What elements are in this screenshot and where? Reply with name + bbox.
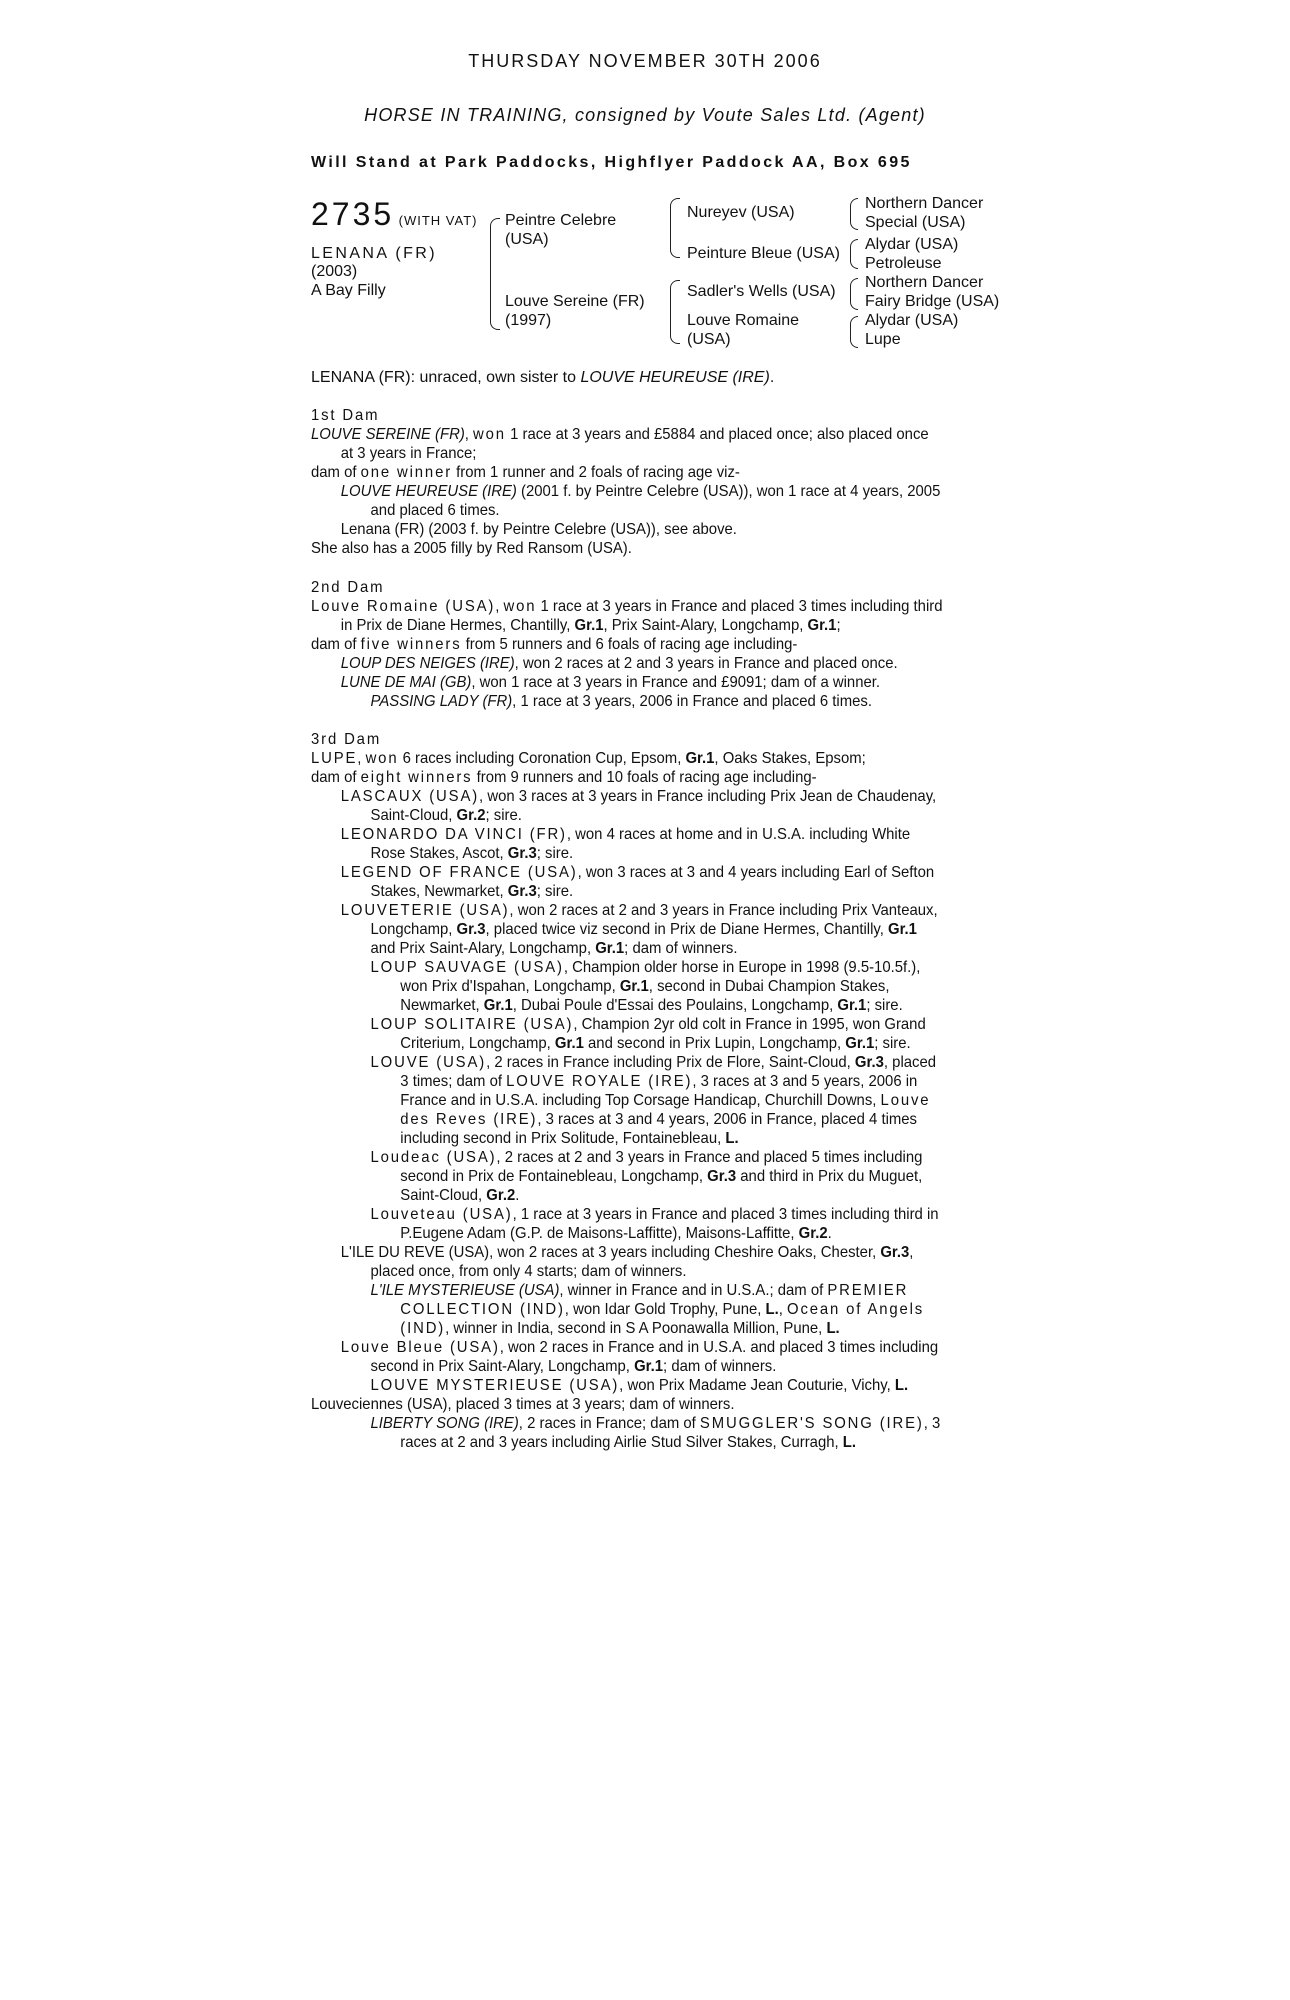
entry-louve: LOUVE (USA), 2 races in France including Prix de Flore, Saint-Cloud, Gr.3, placed 3 times; dam of LOUVE ROYALE (IRE), 3 races at 3 and 5 years, 2006 in France and in U.S.A. including Top Corsage Handicap, Churchill Downs, Louve des Reves (IRE), 3 races at 3 and 4 years, 2006 in France, placed 4 times including second in Prix Solitude, Fontainebleau, L.: [370, 1054, 937, 1147]
entry-louveciennes: Louveciennes (USA), placed 3 times at 3 years; dam of winners.: [311, 1396, 735, 1413]
horse-year: (2003): [311, 263, 358, 280]
intro-end: .: [769, 369, 775, 386]
ped-dss: Northern Dancer: [865, 274, 984, 291]
brace-2: [670, 198, 680, 258]
brace-4: [850, 198, 858, 230]
entry-loudeac: Loudeac (USA), 2 races at 2 and 3 years in France and placed 5 times including second in Prix de Fontainebleau, Longchamp, Gr.3 and third in Prix du Muguet, Saint-Cloud, Gr.2.: [370, 1149, 923, 1204]
ped-dds: Alydar (USA): [865, 312, 959, 329]
dam-dam-country: (USA): [687, 331, 731, 348]
brace-3: [670, 280, 680, 344]
consignment-line: HORSE IN TRAINING, consigned by Voute Sales Ltd. (Agent): [364, 105, 926, 125]
entry-leonardo: LEONARDO DA VINCI (FR), won 4 races at home and in U.S.A. including White Rose Stakes, Ascot, Gr.3; sire.: [340, 826, 911, 862]
first-dam-note: She also has a 2005 filly by Red Ransom (USA).: [311, 540, 632, 557]
vat-note: (WITH VAT): [398, 213, 478, 228]
offspring-lune-de-mai: LUNE DE MAI (GB): [340, 674, 472, 691]
entry-loup-sauvage: LOUP SAUVAGE (USA), Champion older horse in Europe in 1998 (9.5-10.5f.), won Prix d'Ispahan, Longchamp, Gr.1, second in Dubai Champion Stakes, Newmarket, Gr.1, Dubai Poule d'Essai des Poulains, Longchamp, Gr.1; sire.: [370, 959, 921, 1014]
brace-5: [850, 239, 858, 269]
stable-location: Will Stand at Park Paddocks, Highflyer Paddock AA, Box 695: [311, 154, 912, 171]
second-dam-name: Louve Romaine (USA): [311, 598, 496, 615]
ped-ddd: Lupe: [865, 331, 901, 348]
entry-louve-bleue: Louve Bleue (USA), won 2 races in France and in U.S.A. and placed 3 times including second in Prix Saint-Alary, Longchamp, Gr.1; dam of winners.: [340, 1339, 939, 1375]
ped-sds: Alydar (USA): [865, 236, 959, 253]
lot-header: [311, 196, 477, 232]
ped-sdd: Petroleuse: [865, 255, 942, 272]
brace-1: [490, 218, 500, 330]
dam-year: (1997): [505, 312, 552, 329]
third-dam-heading: 3rd Dam: [311, 731, 382, 748]
first-dam-name: LOUVE SEREINE (FR): [311, 426, 465, 443]
lot-number: 2735: [311, 196, 395, 232]
sire-dam: Peinture Bleue (USA): [687, 245, 840, 262]
intro-sister: LOUVE HEUREUSE (IRE): [580, 369, 770, 386]
ped-sss: Northern Dancer: [865, 195, 984, 212]
brace-7: [850, 316, 858, 348]
dam: Louve Sereine (FR): [505, 293, 645, 310]
second-dam-section: 2nd Dam Louve Romaine (USA), won 1 race at 3 years in France and placed 3 times including third in Prix de Diane Hermes, Chantilly, Gr.1, Prix Saint-Alary, Longchamp, Gr.1; dam of five winners from 5 runners and 6 foals of racing age including- LOUP DES NEIGES (IRE), won 2 races at 2 and 3 years in France and placed once. LUNE DE MAI (GB), won 1 race at 3 years in France and £9091; dam of a winner. PASSING LADY (FR), 1 race at 3 years, 2006 in France and placed 6 times.: [311, 579, 943, 710]
offspring-louve-heureuse: LOUVE HEUREUSE (IRE): [340, 483, 517, 500]
entry-loup-solitaire: LOUP SOLITAIRE (USA), Champion 2yr old colt in France in 1995, won Grand Criterium, Longchamp, Gr.1 and second in Prix Lupin, Longchamp, Gr.1; sire.: [370, 1016, 926, 1052]
first-dam-heading: 1st Dam: [311, 407, 380, 424]
sire-country: (USA): [505, 231, 549, 248]
entry-lascaux: LASCAUX (USA), won 3 races at 3 years in France including Prix Jean de Chaudenay, Saint-Cloud, Gr.2; sire.: [340, 788, 937, 824]
third-dam-name: LUPE: [311, 750, 358, 767]
ped-ssd: Special (USA): [865, 214, 966, 231]
third-dam-section: 3rd Dam LUPE, won 6 races including Coronation Cup, Epsom, Gr.1, Oaks Stakes, Epsom; dam of eight winners from 9 runners and 10 foals of racing age including- LASCAUX (USA), won 3 races at 3 years in France including Prix Jean de Chaudenay, Saint-Cloud, Gr.2; sire. LEONARDO DA VINCI (FR), won 4 races at home and in U.S.A. including White Rose Stakes, Ascot, Gr.3; sire. LEGEND OF FRANCE (USA), won 3 races at 3 and 4 years including Earl of Sefton Stakes, Newmarket, Gr.3; sire. LOUVETERIE (USA), won 2 races at 2 and 3 years in France including Prix Vanteaux, Longchamp, Gr.3, placed twice viz second in Prix de Diane Hermes, Chantilly, Gr.1 and Prix Saint-Alary, Longchamp, Gr.1; dam of winners. LOUP SAUVAGE (USA), Champion older horse in Europe in 1998 (9.5-10.5f.), won Prix d'Ispahan, Longchamp, Gr.1, second in Dubai Champion Stakes, Newmarket, Gr.1, Dubai Poule d'Essai des Poulains, Longchamp, Gr.1; sire. LOUP SOLITAIRE (USA), Champion 2yr old colt in France in 1995, won Grand Criterium, Longchamp, Gr.1 and second in Prix Lupin, Longchamp, Gr.1; sire. LOUVE (USA), 2 races in France including Prix de Flore, Saint-Cloud, Gr.3, placed 3 times; dam of LOUVE ROYALE (IRE), 3 races at 3 and 5 years, 2006 in France and in U.S.A. including Top Corsage Handicap, Churchill Downs, Louve des Reves (IRE), 3 races at 3 and 4 years, 2006 in France, placed 4 times including second in Prix Solitude, Fontainebleau, L. Loudeac (USA), 2 races at 2 and 3 years in France and placed 5 times including second in Prix de Fontainebleau, Longchamp, Gr.3 and third in Prix du Muguet, Saint-Cloud, Gr.2. Louveteau (USA), 1 race at 3 years in France and placed 3 times including third in P.Eugene Adam (G.P. de Maisons-Laffitte), Maisons-Laffitte, Gr.2. L'ILE DU REVE (USA), won 2 races at 3 years including Cheshire Oaks, Chester, Gr.3, placed once, from only 4 starts; dam of winners. L'ILE MYSTERIEUSE (USA), winner in France and in U.S.A.; dam of PREMIER COLLECTION (IND), won Idar Gold Trophy, Pune, L., Ocean of Angels (IND), winner in India, second in S A Poonawalla Million, Pune, L. Louve Bleue (USA), won 2 races in France and in U.S.A. and placed 3 times including second in Prix Saint-Alary, Longchamp, Gr.1; dam of winners. LOUVE MYSTERIEUSE (USA), won Prix Madame Jean Couturie, Vichy, L. Louveciennes (USA), placed 3 times at 3 years; dam of winners. LIBERTY SONG (IRE), 2 races in France; dam of SMUGGLER'S SONG (IRE), 3 races at 2 and 3 years including Airlie Stud Silver Stakes, Curragh, L.: [311, 730, 943, 1452]
intro-line: [311, 368, 774, 387]
entry-liberty-song: LIBERTY SONG (IRE), 2 races in France; dam of SMUGGLER'S SONG (IRE), 3 races at 2 and 3 years including Airlie Stud Silver Stakes, Curragh, L.: [370, 1415, 941, 1451]
offspring-loup-des-neiges: LOUP DES NEIGES (IRE): [340, 655, 515, 672]
second-dam-heading: 2nd Dam: [311, 579, 385, 596]
sire-sire: Nureyev (USA): [687, 204, 795, 221]
offspring-passing-lady: PASSING LADY (FR): [370, 693, 513, 710]
entry-ile-du-reve: L'ILE DU REVE (USA), won 2 races at 3 years including Cheshire Oaks, Chester, Gr.3, placed once, from only 4 starts; dam of winners.: [340, 1244, 914, 1280]
intro-text: : unraced, own sister to: [410, 369, 581, 386]
entry-legend: LEGEND OF FRANCE (USA), won 3 races at 3 and 4 years including Earl of Sefton Stakes, Newmarket, Gr.3; sire.: [340, 864, 935, 900]
sire: Peintre Celebre: [505, 212, 617, 229]
brace-6: [850, 278, 858, 310]
first-dam-section: 1st Dam LOUVE SEREINE (FR), won 1 race at 3 years and £5884 and placed once; also placed once at 3 years in France; dam of one winner from 1 runner and 2 foals of racing age viz- LOUVE HEUREUSE (IRE) (2001 f. by Peintre Celebre (USA)), won 1 race at 4 years, 2005 and placed 6 times. Lenana (FR) (2003 f. by Peintre Celebre (USA)), see above. She also has a 2005 filly by Red Ransom (USA).: [311, 406, 943, 558]
horse-description: A Bay Filly: [311, 282, 386, 299]
entry-louve-mysterieuse: LOUVE MYSTERIEUSE (USA), won Prix Madame Jean Couturie, Vichy, L.: [370, 1377, 909, 1394]
ped-dsd: Fairy Bridge (USA): [865, 293, 1000, 310]
dam-dam: Louve Romaine: [687, 312, 800, 329]
entry-louveterie: LOUVETERIE (USA), won 2 races at 2 and 3 years in France including Prix Vanteaux, Longchamp, Gr.3, placed twice viz second in Prix de Diane Hermes, Chantilly, Gr.1 and Prix Saint-Alary, Longchamp, Gr.1; dam of winners.: [340, 902, 938, 957]
intro-name: LENANA (FR): [311, 369, 411, 386]
entry-ile-mysterieuse: L'ILE MYSTERIEUSE (USA), winner in France and in U.S.A.; dam of PREMIER COLLECTION (IND), won Idar Gold Trophy, Pune, L., Ocean of Angels (IND), winner in India, second in S A Poonawalla Million, Pune, L.: [370, 1282, 925, 1337]
sale-date: THURSDAY NOVEMBER 30TH 2006: [468, 51, 822, 71]
offspring-lenana: Lenana (FR) (2003 f. by Peintre Celebre (USA)), see above.: [340, 521, 737, 538]
dam-sire: Sadler's Wells (USA): [687, 283, 836, 300]
entry-louveteau: Louveteau (USA), 1 race at 3 years in France and placed 3 times including third in P.Eugene Adam (G.P. de Maisons-Laffitte), Maisons-Laffitte, Gr.2.: [370, 1206, 939, 1242]
horse-name: LENANA (FR): [311, 245, 437, 262]
